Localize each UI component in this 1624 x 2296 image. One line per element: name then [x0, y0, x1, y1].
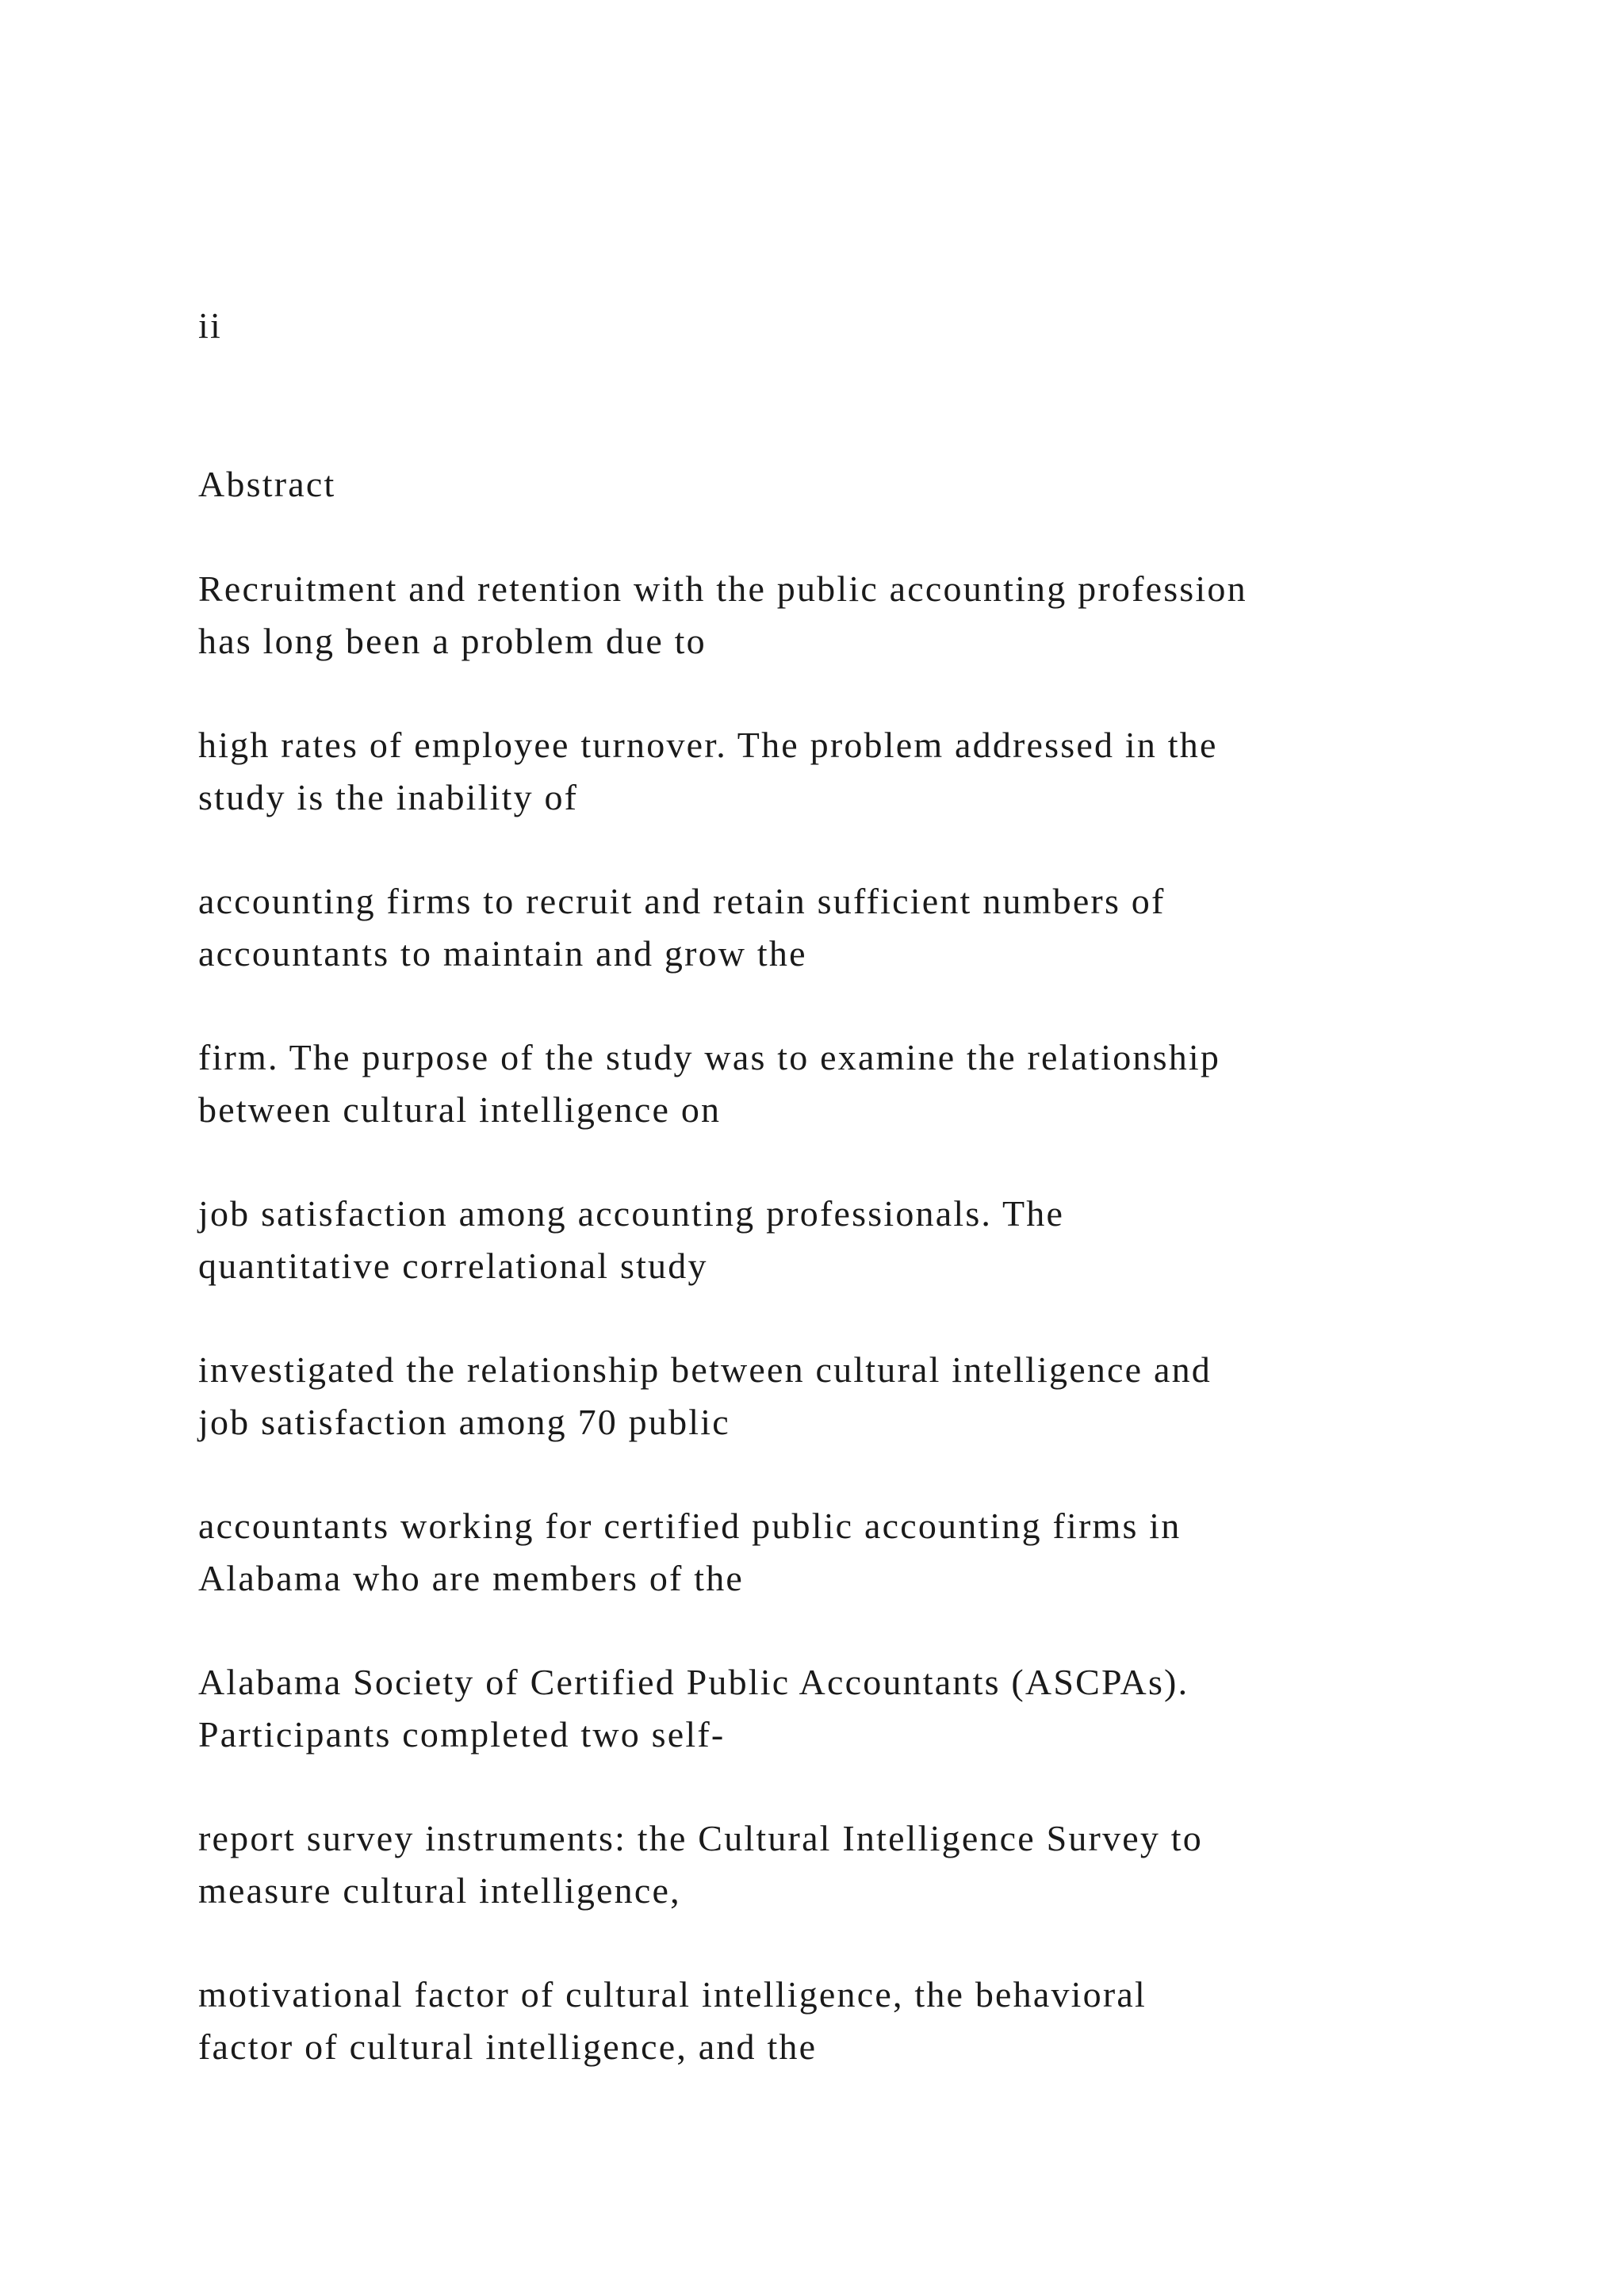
text-line: between cultural intelligence on	[198, 1089, 722, 1130]
paragraph-5	[198, 1188, 1507, 1292]
text-line: motivational factor of cultural intelligence, the behavioral	[198, 1974, 1147, 2015]
text-line: factor of cultural intelligence, and the	[198, 2026, 818, 2067]
text-line: investigated the relationship between cultural intelligence and	[198, 1349, 1212, 1390]
text-line: job satisfaction among 70 public	[198, 1402, 730, 1442]
text-line: high rates of employee turnover. The problem addressed in the	[198, 725, 1218, 765]
text-line: Alabama Society of Certified Public Accountants (ASCPAs).	[198, 1662, 1189, 1702]
text-line: firm. The purpose of the study was to examine the relationship	[198, 1037, 1221, 1077]
text-line: report survey instruments: the Cultural Intelligence Survey to	[198, 1818, 1203, 1858]
paragraph-6	[198, 1344, 1507, 1448]
text-line: Recruitment and retention with the public accounting profession	[198, 568, 1247, 609]
text-line: Alabama who are members of the	[198, 1558, 745, 1598]
paragraph-4	[198, 1031, 1507, 1136]
paragraph-8	[198, 1656, 1507, 1761]
text-line: study is the inability of	[198, 777, 579, 817]
text-line: measure cultural intelligence,	[198, 1870, 681, 1911]
paragraph-1	[198, 563, 1507, 668]
paragraph-2	[198, 719, 1507, 824]
paragraph-3	[198, 875, 1507, 980]
text-line: accountants to maintain and grow the	[198, 933, 807, 974]
paragraph-10	[198, 1969, 1507, 2073]
text-line: accounting firms to recruit and retain sufficient numbers of	[198, 881, 1166, 921]
text-line: quantitative correlational study	[198, 1246, 708, 1286]
text-line: job satisfaction among accounting professionals. The	[198, 1193, 1065, 1234]
page-number: ii	[198, 305, 222, 346]
paragraph-7	[198, 1500, 1507, 1605]
text-line: accountants working for certified public accounting firms in	[198, 1506, 1182, 1546]
text-line: has long been a problem due to	[198, 621, 707, 661]
abstract-heading: Abstract	[198, 464, 336, 504]
text-line: Participants completed two self-	[198, 1714, 726, 1755]
paragraph-9	[198, 1812, 1507, 1917]
